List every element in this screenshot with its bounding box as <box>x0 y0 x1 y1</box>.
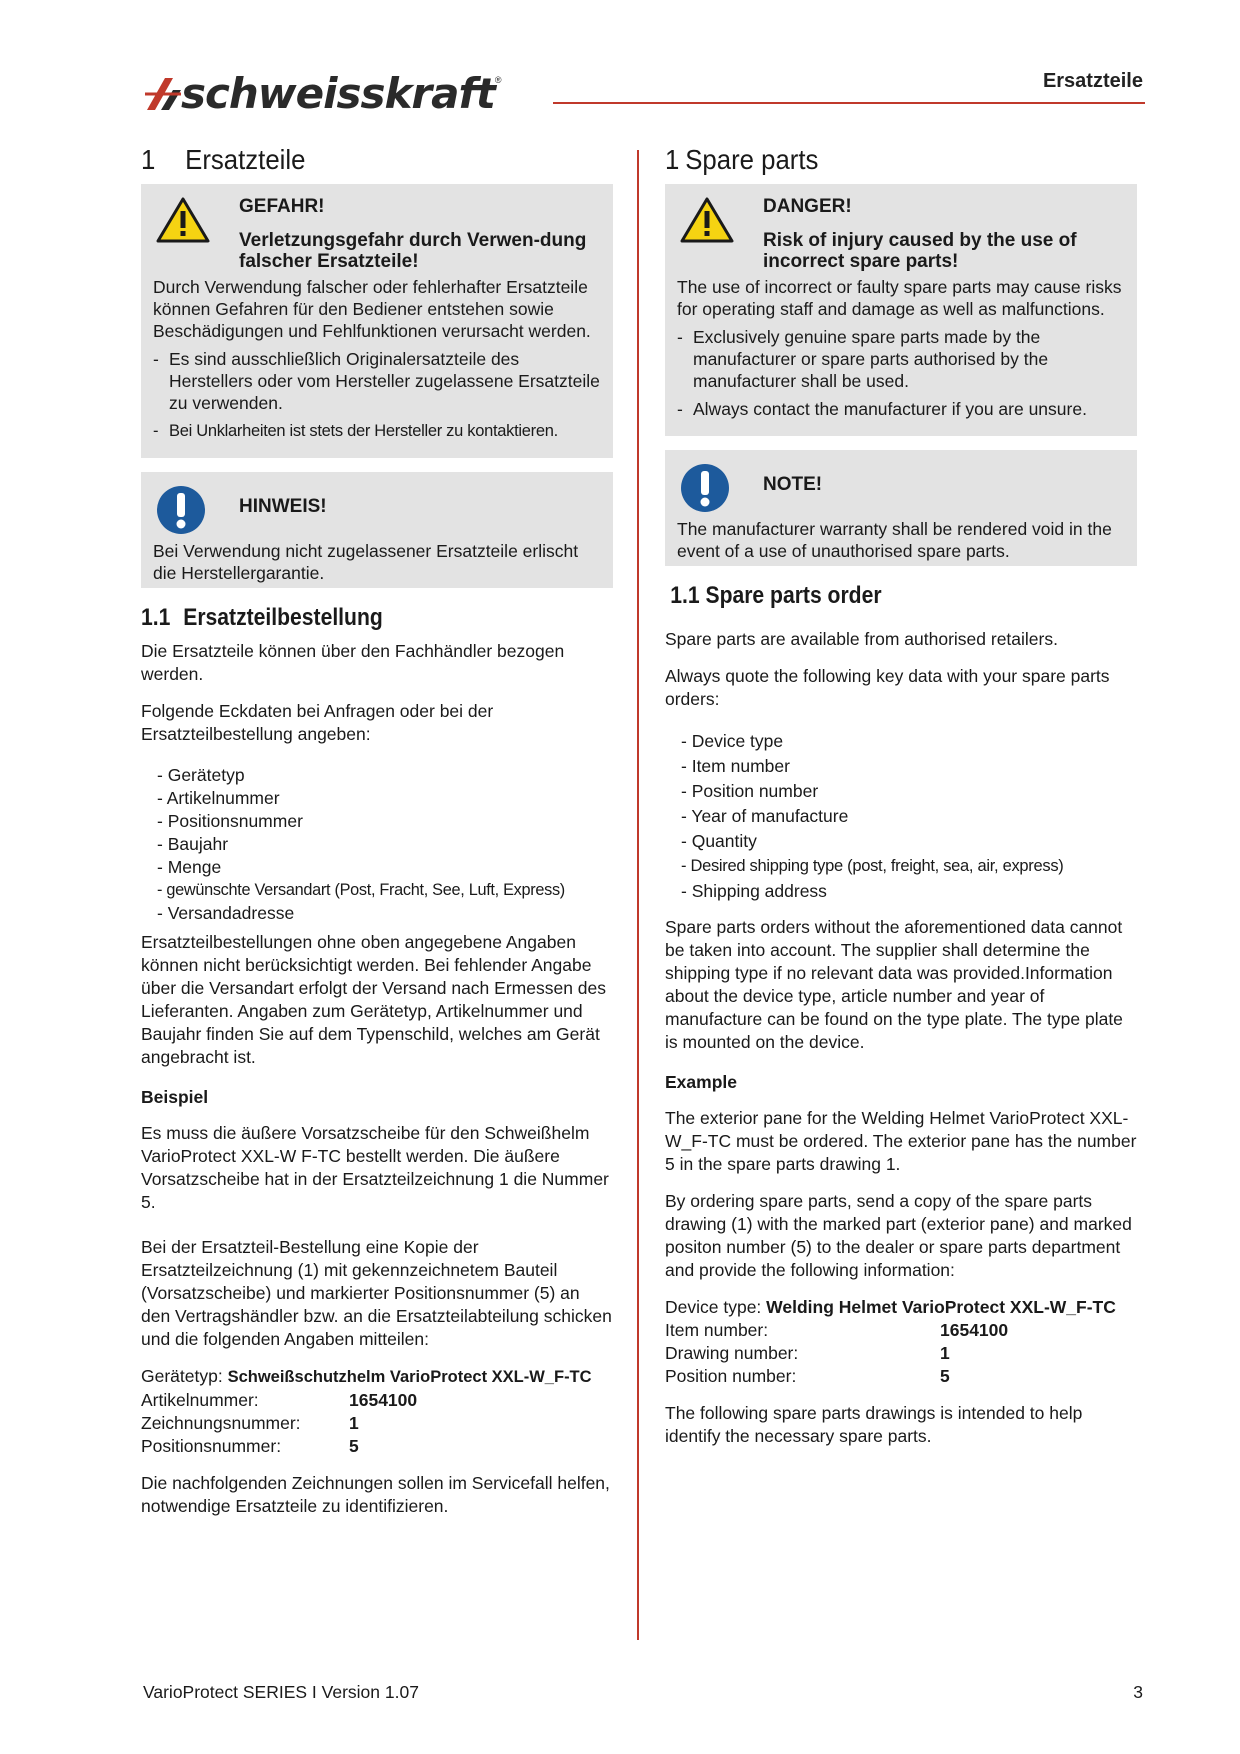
device-type-label: Gerätetyp: <box>141 1366 228 1386</box>
example-heading: Beispiel <box>141 1087 209 1107</box>
section-title: Ersatzteilbestellung <box>183 604 383 631</box>
kv-row <box>141 1389 613 1412</box>
paragraph: Folgende Eckdaten bei Anfragen oder bei der Ersatzteilbestellung angeben: <box>141 701 494 744</box>
chapter-number: 1 <box>665 144 680 175</box>
column-divider <box>637 150 639 1640</box>
danger-risk-title: Risk of injury caused by the use of incorrect spare parts! <box>763 230 1077 272</box>
danger-box <box>141 184 613 458</box>
order-example-values <box>665 1296 1137 1388</box>
danger-list-item: - Es sind ausschließlich Originalersatzteile des Herstellers oder vom Hersteller zugelassene Ersatzteile zu verwenden. <box>153 348 601 414</box>
note-box <box>141 472 613 588</box>
order-data-list <box>681 729 1137 904</box>
paragraph: The exterior pane for the Welding Helmet VarioProtect XXL-W_F-TC must be ordered. The exterior pane has the number 5 in the spare parts drawing 1. <box>665 1108 1137 1174</box>
list-item: - Year of manufacture <box>681 804 1137 829</box>
paragraph: By ordering spare parts, send a copy of the spare parts drawing (1) with the marked part (exterior pane) and marked positon number (5) to the dealer or spare parts department and provide the following information: <box>665 1191 1132 1280</box>
danger-list-item: - Bei Unklarheiten ist stets der Hersteller zu kontaktieren. <box>153 420 601 442</box>
warning-triangle-icon <box>679 196 735 244</box>
warning-triangle-icon <box>155 196 211 244</box>
logo-text: schweisskraft <box>181 69 495 118</box>
list-item: - Baujahr <box>157 833 613 856</box>
list-item: - Gerätetyp <box>157 764 613 787</box>
paragraph: Die nachfolgenden Zeichnungen sollen im Servicefall helfen, notwendige Ersatzteile zu identifizieren. <box>141 1473 610 1516</box>
danger-text: The use of incorrect or faulty spare parts may cause risks for operating staff and damage as well as malfunctions. <box>677 277 1122 319</box>
paragraph: Es muss die äußere Vorsatzscheibe für den Schweißhelm VarioProtect XXL-W F-TC bestellt werden. Die äußere Vorsatzscheibe hat in der Ersatzteilzeichnung 1 die Nummer 5. <box>141 1123 609 1212</box>
list-item: - Quantity <box>681 829 1137 854</box>
device-type-row <box>141 1365 613 1389</box>
page-header <box>143 64 1143 124</box>
chapter-title: Ersatzteile <box>185 144 306 175</box>
note-box <box>665 450 1137 566</box>
kv-row <box>141 1435 613 1458</box>
exclamation-circle-icon <box>155 484 207 536</box>
section-number: 1.1 <box>141 604 171 631</box>
section-heading <box>665 582 1080 610</box>
paragraph: Spare parts are available from authorised retailers. <box>665 629 1058 649</box>
danger-list-item: - Always contact the manufacturer if you are unsure. <box>677 398 1125 420</box>
list-item: - Artikelnummer <box>157 787 613 810</box>
kv-row <box>665 1365 1137 1388</box>
kv-value: 1 <box>940 1343 950 1363</box>
paragraph: Bei der Ersatzteil-Bestellung eine Kopie der Ersatzteilzeichnung (1) mit gekennzeichnetem Bauteil (Vorsatzscheibe) und markierter Positionsnummer (5) an den Vertragshändler bzw. an die Ersatzteilabteilung schicken und die folgenden Angaben mitteilen: <box>141 1237 612 1349</box>
example-heading: Example <box>665 1072 737 1092</box>
list-item: - Device type <box>681 729 1137 754</box>
list-item: - Shipping address <box>681 879 1137 904</box>
logo-mark-icon <box>143 74 183 114</box>
kv-value: 1 <box>349 1413 359 1433</box>
brand-logo <box>143 69 502 118</box>
kv-label: Drawing number: <box>665 1343 799 1363</box>
footer-version: VarioProtect SERIES I Version 1.07 <box>143 1682 419 1702</box>
list-item: - Position number <box>681 779 1137 804</box>
kv-value: 5 <box>940 1366 950 1386</box>
device-type-value: Welding Helmet VarioProtect XXL-W_F-TC <box>766 1297 1116 1317</box>
paragraph: Ersatzteilbestellungen ohne oben angegebene Angaben können nicht berücksichtigt werden. Bei fehlender Angabe über die Versandart erfolgt der Versand nach Ermessen des Lieferanten. Angaben zum Gerätetyp, Artikelnummer und Baujahr finden Sie auf dem Typenschild, welches am Gerät angebracht ist. <box>141 932 606 1067</box>
chapter-heading <box>141 140 575 180</box>
danger-list <box>677 326 1125 420</box>
danger-risk-title: Verletzungsgefahr durch Verwen-dung falscher Ersatzteile! <box>239 230 587 272</box>
kv-label: Item number: <box>665 1320 769 1340</box>
kv-row <box>141 1412 613 1435</box>
device-type-row <box>665 1296 1137 1319</box>
section-title: Spare parts order <box>705 582 882 609</box>
kv-label: Position number: <box>665 1366 797 1386</box>
kv-row <box>665 1342 1137 1365</box>
kv-value: 1654100 <box>349 1390 418 1410</box>
paragraph: Die Ersatzteile können über den Fachhändler bezogen werden. <box>141 641 565 684</box>
danger-list-item: - Exclusively genuine spare parts made by the manufacturer or spare parts authorised by the manufacturer shall be used. <box>677 326 1125 392</box>
note-signal-word: NOTE! <box>763 474 823 495</box>
column-english <box>665 140 1137 1462</box>
note-signal-word: HINWEIS! <box>239 496 327 517</box>
note-text: The manufacturer warranty shall be rendered void in the event of a use of unauthorised spare parts. <box>677 519 1112 561</box>
paragraph: The following spare parts drawings is intended to help identify the necessary spare parts. <box>665 1403 1083 1446</box>
danger-list <box>153 348 601 442</box>
list-item: - gewünschte Versandart (Post, Fracht, See, Luft, Express) <box>157 879 613 902</box>
order-example-values <box>141 1365 613 1458</box>
order-data-list <box>157 764 613 925</box>
exclamation-circle-icon <box>679 462 731 514</box>
logo-registered-mark: ® <box>494 75 502 85</box>
section-number: 1.1 <box>670 582 700 609</box>
kv-value: 1654100 <box>940 1320 1009 1340</box>
chapter-title: Spare parts <box>685 144 819 175</box>
note-text: Bei Verwendung nicht zugelassener Ersatzteile erlischt die Herstellergarantie. <box>153 541 579 583</box>
list-item: - Item number <box>681 754 1137 779</box>
kv-label: Positionsnummer: <box>141 1436 282 1456</box>
list-item: - Versandadresse <box>157 902 613 925</box>
header-rule <box>553 102 1145 104</box>
kv-value: 5 <box>349 1436 359 1456</box>
chapter-heading <box>665 140 1099 180</box>
danger-box <box>665 184 1137 436</box>
kv-row <box>665 1319 1137 1342</box>
paragraph: Always quote the following key data with your spare parts orders: <box>665 666 1110 709</box>
kv-label: Artikelnummer: <box>141 1390 259 1410</box>
list-item: - Menge <box>157 856 613 879</box>
header-section-title: Ersatzteile <box>1042 70 1143 92</box>
list-item: - Positionsnummer <box>157 810 613 833</box>
danger-text: Durch Verwendung falscher oder fehlerhafter Ersatzteile können Gefahren für den Bediener entstehen sowie Beschädigungen und Fehlfunktionen verursacht werden. <box>153 277 591 341</box>
chapter-number: 1 <box>141 144 156 175</box>
danger-signal-word: DANGER! <box>763 196 852 217</box>
page-number: 3 <box>1133 1682 1143 1702</box>
danger-signal-word: GEFAHR! <box>239 196 325 217</box>
kv-label: Zeichnungsnummer: <box>141 1413 301 1433</box>
column-german <box>141 140 613 1532</box>
paragraph: Spare parts orders without the aforementioned data cannot be taken into account. The supplier shall determine the shipping type if no relevant data was provided.Information about the device type, article number and year of manufacture can be found on the type plate. The type plate is mounted on the device. <box>665 917 1123 1052</box>
device-type-value: Schweißschutzhelm VarioProtect XXL-W_F-TC <box>227 1368 592 1386</box>
device-type-label: Device type: <box>665 1297 767 1317</box>
list-item: - Desired shipping type (post, freight, sea, air, express) <box>681 854 1137 879</box>
section-heading <box>141 604 556 632</box>
